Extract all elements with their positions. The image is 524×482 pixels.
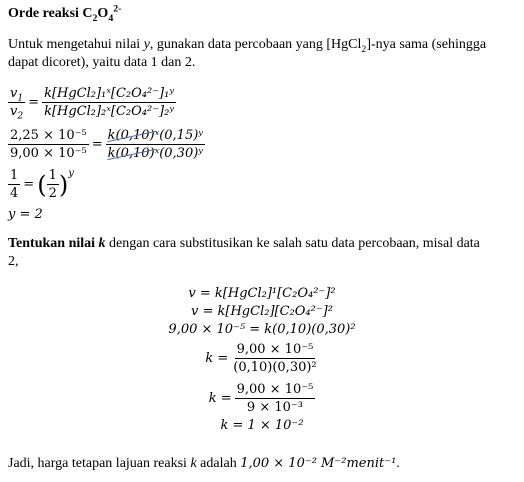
calc-line-4: k = $\frac{\text{9,00 × 10⁻⁵}}{\text{(0,10)(0,30)²}}$ — [205, 342, 317, 375]
conclusion: Jadi, harga tetapan lajuan reaksi k adalah 1,00 × 10⁻² M⁻²menit⁻¹. — [8, 456, 400, 471]
calc-line-3: 9,00 × 10⁻⁵ = k(0,10)(0,30)² — [168, 322, 356, 337]
calc-line-1: v = k[HgCl₂]¹[C₂O₄²⁻]² — [188, 286, 336, 301]
rate-ratio-equation: $\frac{v_1}{v_2}$ = $\frac{\text{k[HgCl₂]₁ˣ[C₂O₄²⁻]₁ʸ}}{\text{k[HgCl₂]₂ˣ[C₂O₄²⁻]₂ʸ}}$ — [10, 86, 174, 122]
cancelled-term: k(0,10) — [107, 128, 155, 143]
calc-line-6: k = 1 × 10⁻² — [220, 418, 304, 433]
calc-line-5: k = $\frac{\text{9,00 × 10⁻⁵}}{\text{9 × 10⁻³}}$ — [208, 382, 314, 415]
substituted-equation: $\frac{\text{2,25 × 10⁻⁵}}{\text{9,00 × 10⁻⁵}}$ = $\frac{\text{k(0,10)ˣ(0,15)ʸ}}{\text{k(0,10)ˣ(0,30)ʸ}}$ — [10, 128, 203, 161]
cancelled-term: k(0,10) — [107, 146, 155, 161]
intro-line-2: dapat dicoret), yaitu data 1 dan 2. — [8, 55, 196, 70]
calc-line-2: v = k[HgCl₂][C₂O₄²⁻]² — [191, 304, 333, 319]
section2-line-2: 2, — [8, 254, 19, 269]
order-result: y = 2 — [8, 207, 43, 222]
intro-line-1: Untuk mengetahui nilai y, gunakan data percobaan yang [HgCl$_2$]-nya sama (sehingga — [8, 37, 487, 55]
simplified-equation: $\frac{1}{4}$ = ( $\frac{1}{2}$ ) y — [10, 168, 74, 201]
section2-line-1: Tentukan nilai k dengan cara substitusikan ke salah satu data percobaan, misal data — [8, 236, 480, 251]
page-title: Orde reaksi $C_2O_4^{2-}$ — [8, 3, 122, 24]
